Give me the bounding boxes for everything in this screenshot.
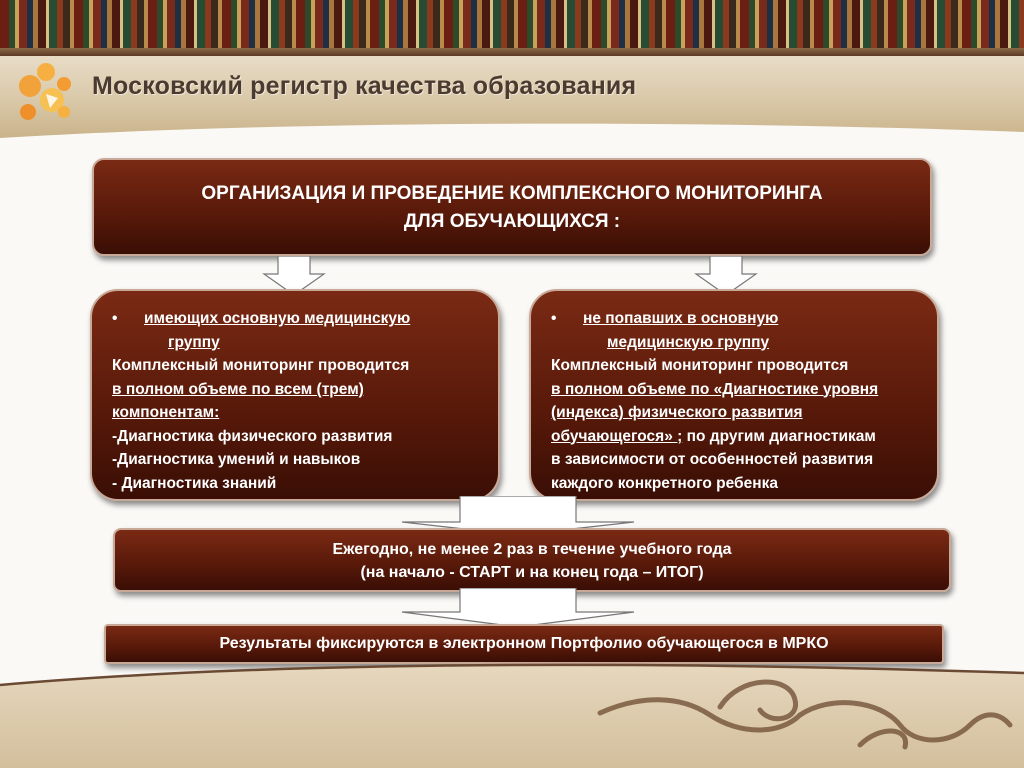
description-line: в полном объеме по всем (трем) <box>112 380 364 398</box>
component-item: -Диагностика физического развития <box>112 427 393 445</box>
component-item: - Диагностика знаний <box>112 474 277 492</box>
frequency-line-2: (на начало - СТАРТ и на конец года – ИТОГ) <box>360 564 704 581</box>
monitoring-title-box <box>92 158 932 256</box>
bullet-icon: • <box>112 310 118 327</box>
other-group-box <box>529 289 939 501</box>
arrow-down-icon <box>400 588 636 628</box>
header-curve <box>0 120 1024 160</box>
bullet-item <box>112 307 480 331</box>
description-line: Комплексный мониторинг проводится <box>551 357 849 374</box>
description-line: каждого конкретного ребенка <box>551 474 778 492</box>
description-line: в полном объеме по «Диагностике уровня <box>551 380 879 398</box>
bullet-icon: • <box>551 310 557 327</box>
bullet-text: не попавших в основную <box>583 310 779 327</box>
page-title: Московский регистр качества образования <box>92 72 637 100</box>
bullet-text-cont: группу <box>168 333 220 351</box>
bookshelf-banner <box>0 0 1024 59</box>
bullet-text: имеющих основную медицинскую <box>144 310 411 327</box>
description-line: (индекса) физического развития <box>551 404 803 421</box>
frequency-box <box>113 528 951 592</box>
description-underlined: обучающегося» ; <box>551 427 683 445</box>
title-line-1: ОРГАНИЗАЦИЯ И ПРОВЕДЕНИЕ КОМПЛЕКСНОГО МОНИТОРИНГА <box>201 183 823 204</box>
description-rest: по другим диагностикам <box>682 427 876 445</box>
main-group-box <box>90 289 500 501</box>
bullet-text-cont: медицинскую группу <box>607 333 770 351</box>
frequency-line-1: Ежегодно, не менее 2 раз в течение учебного года <box>332 541 732 558</box>
component-item: -Диагностика умений и навыков <box>112 451 361 468</box>
bullet-item <box>551 307 919 331</box>
footer-ornament <box>0 655 1024 768</box>
mrko-logo-icon <box>6 58 76 128</box>
description-line: Комплексный мониторинг проводится <box>112 357 410 374</box>
result-box: Результаты фиксируются в электронном Портфолио обучающегося в МРКО <box>104 624 944 664</box>
title-line-2: ДЛЯ ОБУЧАЮЩИХСЯ : <box>403 211 621 232</box>
description-line <box>551 425 919 449</box>
description-line: в зависимости от особенностей развития <box>551 451 874 468</box>
description-line: компонентам: <box>112 404 220 421</box>
